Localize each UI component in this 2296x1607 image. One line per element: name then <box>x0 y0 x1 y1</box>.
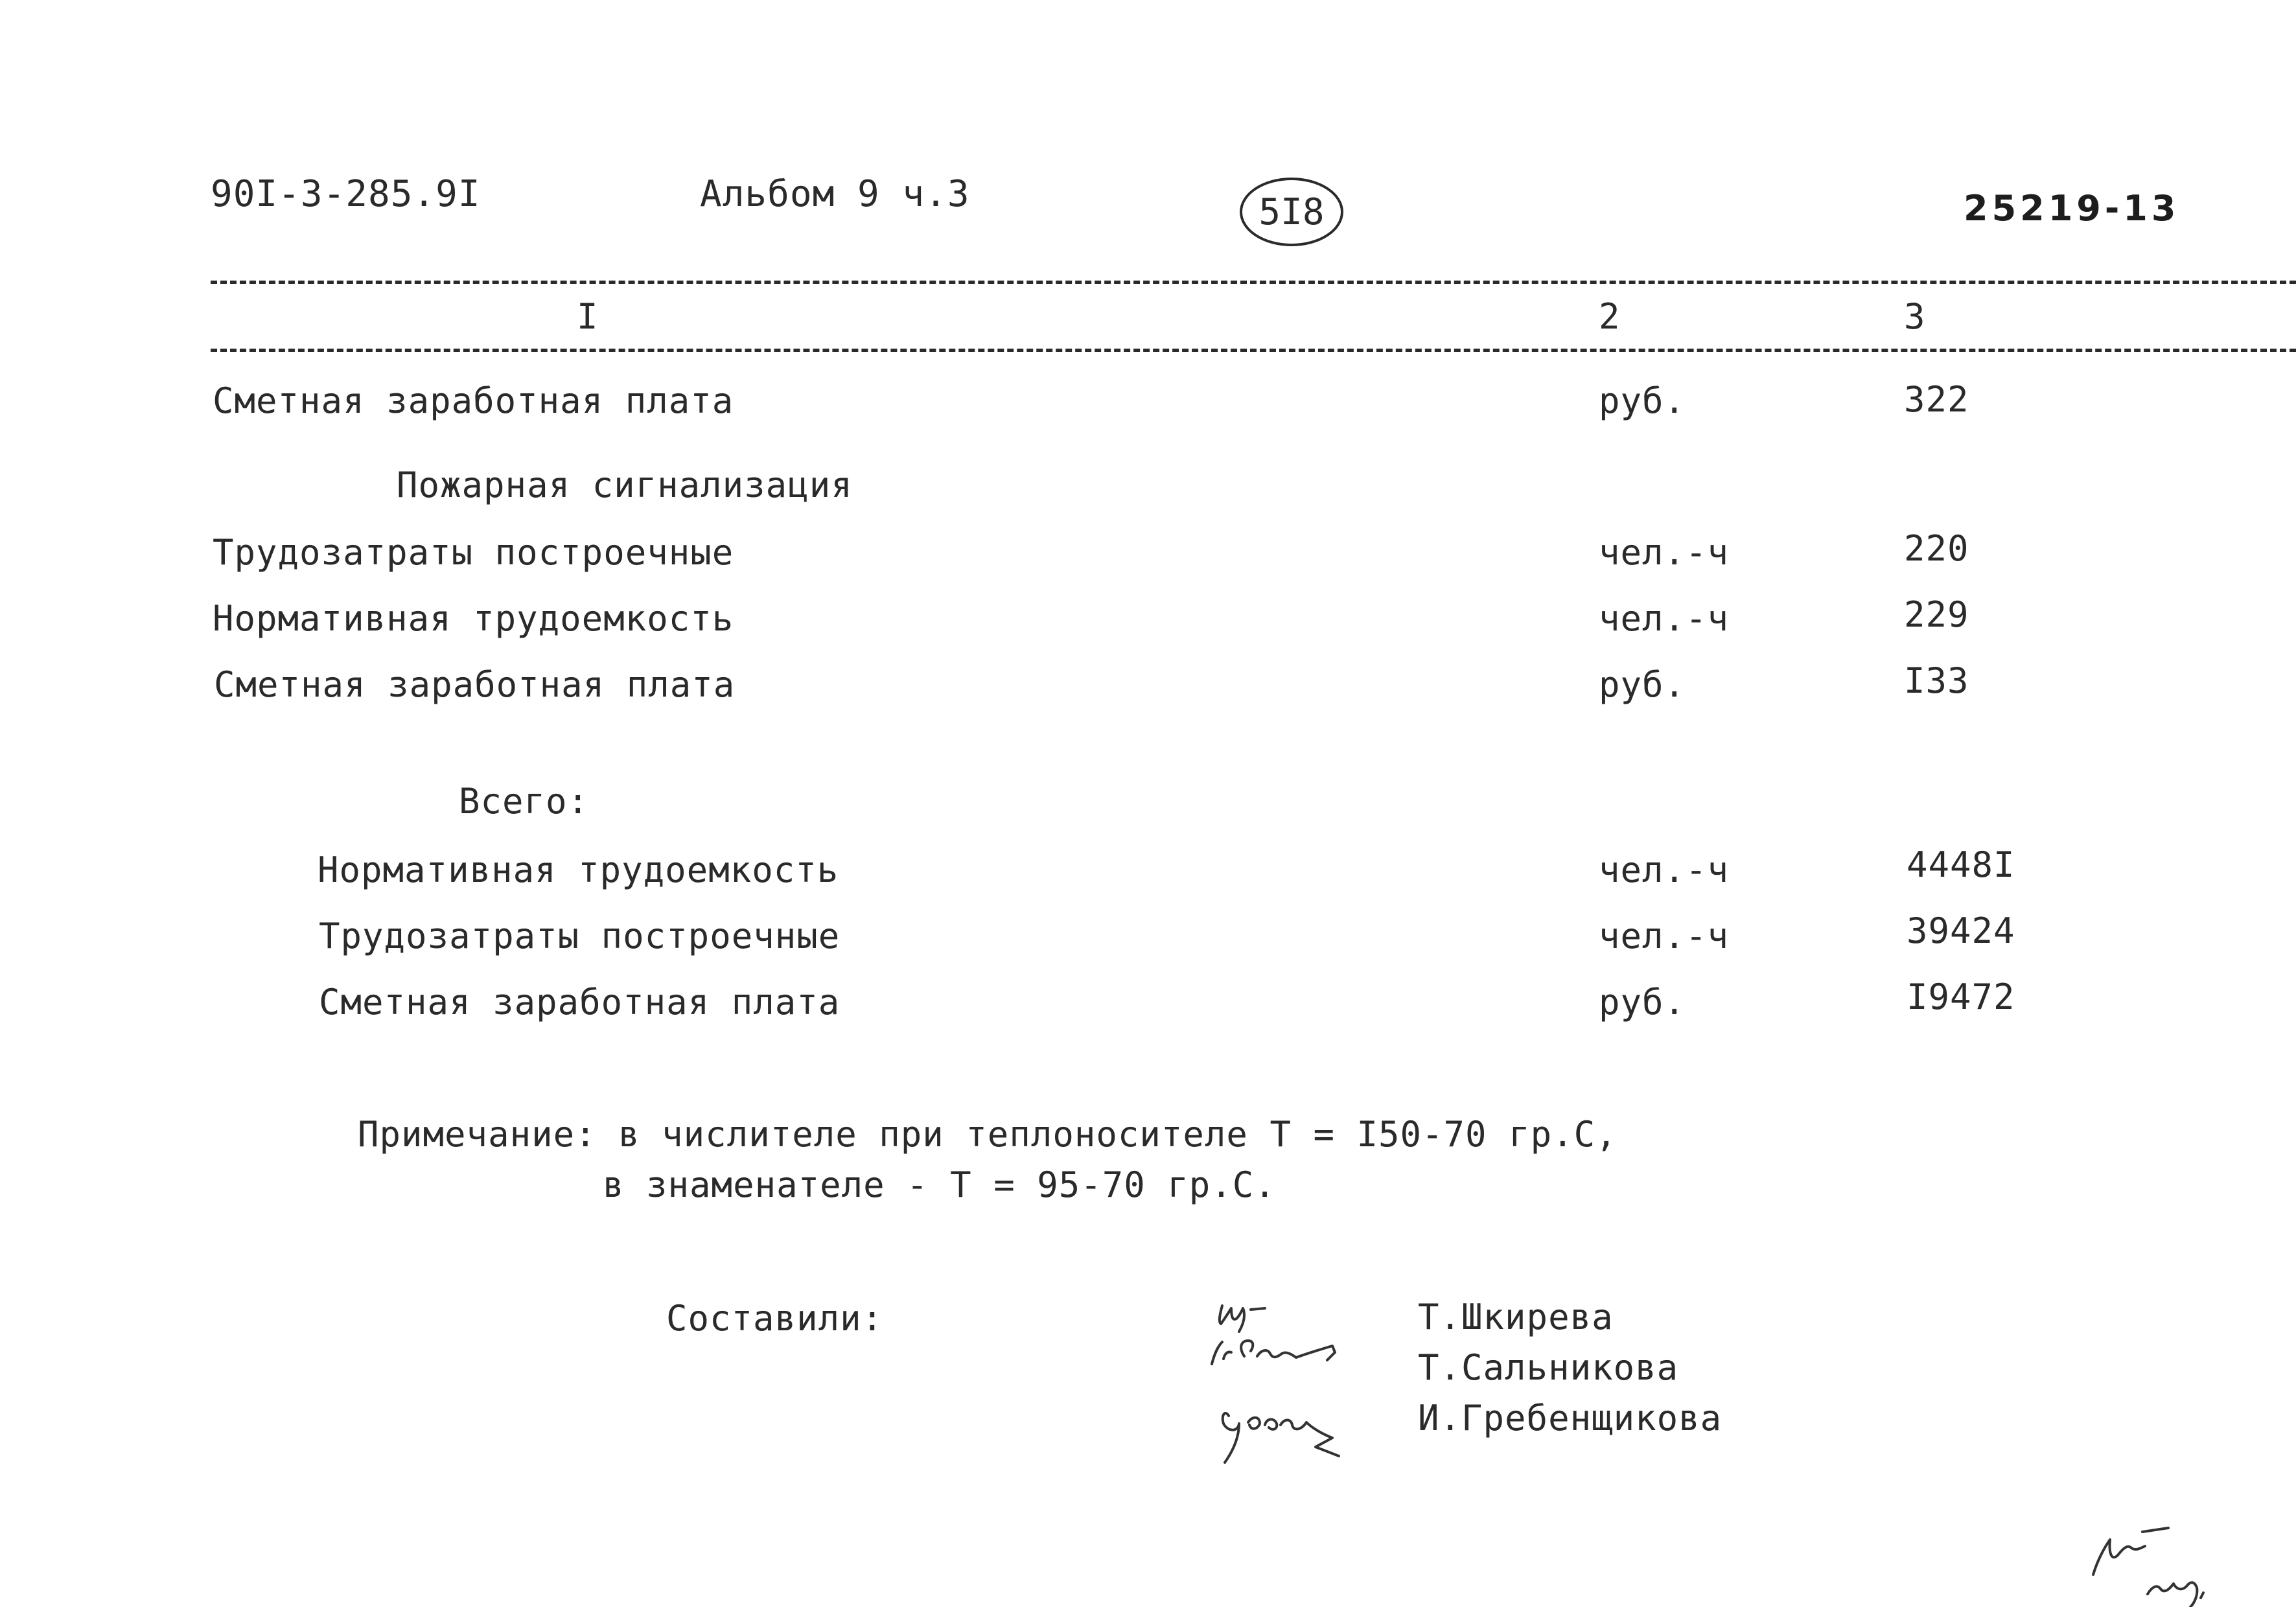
column-header-3: 3 <box>1904 296 1926 337</box>
table-row-unit: чел.-ч <box>1599 916 1730 956</box>
signer-name: Т.Шкирева <box>1418 1297 1614 1337</box>
table-header-rule <box>211 349 2296 352</box>
column-header-2: 2 <box>1599 296 1621 337</box>
table-top-rule <box>211 281 2296 284</box>
page-number: 5I8 <box>1240 178 1343 246</box>
handwritten-signatures <box>1205 1286 1400 1481</box>
table-row-name: Трудозатраты построечные <box>213 532 734 573</box>
column-header-1: I <box>577 296 599 337</box>
table-row-value: I33 <box>1904 660 1969 701</box>
table-row-value: I9472 <box>1907 977 2015 1017</box>
table-row-value: 39424 <box>1907 910 2015 951</box>
signer-name: И.Гребенщикова <box>1418 1398 1722 1439</box>
table-row-unit: чел.-ч <box>1599 532 1730 573</box>
album-label: Альбом 9 ч.3 <box>700 173 970 215</box>
stamp-number: 25219-13 <box>1964 188 2180 229</box>
table-row-unit: чел.-ч <box>1599 850 1730 890</box>
compiled-by-label: Составили: <box>666 1298 884 1339</box>
table-row-value: 322 <box>1904 379 1969 420</box>
corner-handwritten-mark <box>2080 1516 2275 1607</box>
document-code: 90I-3-285.9I <box>211 173 481 215</box>
note-line-2: в знаменателе - Т = 95-70 гр.С. <box>603 1164 1276 1205</box>
section-heading: Всего: <box>459 781 590 822</box>
table-row-name: Сметная заработная плата <box>319 982 841 1023</box>
table-row-name: Сметная заработная плата <box>213 380 734 421</box>
section-heading: Пожарная сигнализация <box>397 465 853 505</box>
table-row-value: 220 <box>1904 528 1969 569</box>
table-row-value: 229 <box>1904 594 1969 635</box>
table-row-name: Нормативная трудоемкость <box>213 598 734 639</box>
table-row-value: 4448I <box>1907 844 2015 885</box>
table-row-unit: руб. <box>1599 380 1686 421</box>
table-row-name: Сметная заработная плата <box>214 664 736 705</box>
table-row-unit: руб. <box>1599 982 1686 1023</box>
table-row-unit: чел.-ч <box>1599 598 1730 639</box>
table-row-name: Нормативная трудоемкость <box>318 850 839 890</box>
signer-name: Т.Сальникова <box>1418 1347 1679 1388</box>
table-row-name: Трудозатраты построечные <box>319 916 841 956</box>
note-line-1: Примечание: в числителе при теплоносителе Т = I50-70 гр.С, <box>358 1114 1618 1155</box>
table-row-unit: руб. <box>1599 664 1686 705</box>
